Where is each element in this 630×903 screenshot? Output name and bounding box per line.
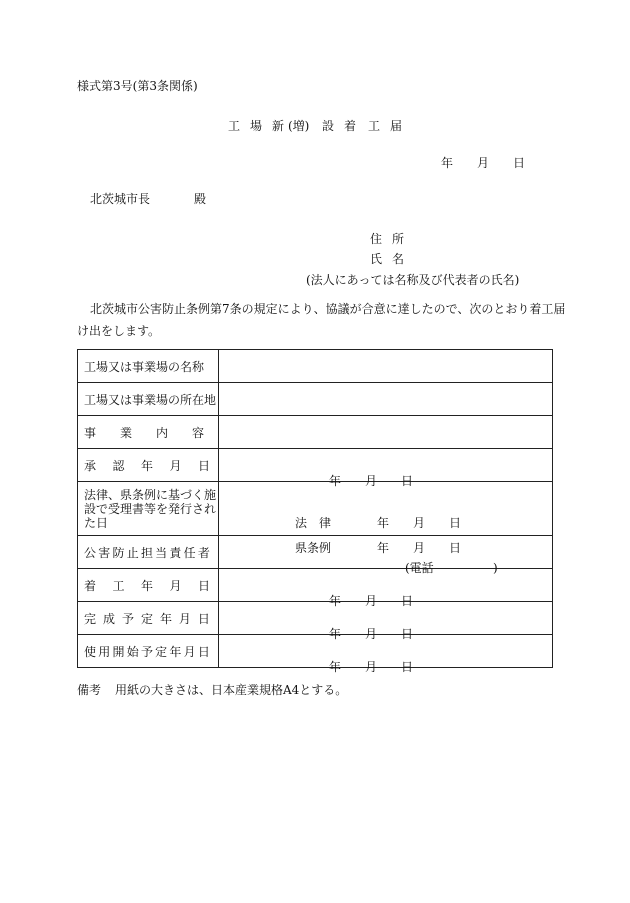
table-row <box>78 602 553 635</box>
date-month: 月 <box>477 156 490 170</box>
label-text: 法律、県条例に基づく施設で受理書等を発行された日 <box>84 487 217 530</box>
pref-ordinance-label: 県条例 <box>295 540 332 555</box>
label-char: 予 <box>140 644 153 659</box>
label-char: 始 <box>126 644 139 659</box>
date-month: 月 <box>365 660 378 674</box>
table-row <box>78 350 553 383</box>
label-char: 任 <box>183 545 196 560</box>
address-label-char: 住 <box>370 232 383 246</box>
table-row <box>78 383 553 416</box>
value-start-date[interactable] <box>219 569 553 608</box>
label-facility-location <box>78 383 219 416</box>
label-char: 使 <box>84 644 97 659</box>
value-facility-location[interactable] <box>219 383 553 416</box>
label-char: 年 <box>159 611 172 626</box>
phone-label: (電話 <box>405 561 434 575</box>
title-char: 届 <box>390 119 403 133</box>
value-operation-start-date[interactable] <box>219 635 553 674</box>
date-day: 日 <box>449 540 462 555</box>
date-year: 年 <box>329 594 342 608</box>
honorific: 殿 <box>194 192 207 206</box>
body-line-2: け出をします。 <box>77 324 161 338</box>
date-month: 月 <box>365 627 378 641</box>
label-char: 責 <box>169 545 182 560</box>
title-char: (増) <box>288 119 310 133</box>
label-char: 成 <box>102 611 115 626</box>
label-pollution-officer <box>78 536 219 569</box>
date-day: 日 <box>401 474 414 488</box>
label-char: 事 <box>84 425 97 440</box>
value-business-content[interactable] <box>219 416 553 449</box>
value-facility-name[interactable] <box>219 350 553 383</box>
label-char: 月 <box>183 644 196 659</box>
phone-close: ) <box>493 561 498 575</box>
form-table <box>77 349 553 674</box>
label-char: 害 <box>98 545 111 560</box>
label-char: 年 <box>140 578 153 593</box>
value-receipt-date[interactable] <box>219 482 553 555</box>
label-start-date <box>78 569 219 602</box>
body-line-1: 北茨城市公害防止条例第7条の規定により、協議が合意に達したので、次のとおり着工届 <box>90 302 566 316</box>
label-char: 開 <box>112 644 125 659</box>
value-completion-date[interactable] <box>219 602 553 641</box>
label-receipt-date <box>78 482 219 536</box>
label-char: 年 <box>169 644 182 659</box>
name-label-char: 氏 <box>370 252 383 266</box>
label-char: 月 <box>169 458 182 473</box>
address-label-char: 所 <box>392 232 405 246</box>
label-char: 定 <box>140 611 153 626</box>
label-approval-date <box>78 449 219 482</box>
label-completion-date <box>78 602 219 635</box>
law-label: 法 律 <box>295 515 332 530</box>
table-row <box>78 449 553 482</box>
form-number: 様式第3号(第3条関係) <box>77 79 198 93</box>
label-char: 工 <box>112 578 125 593</box>
label-char: 月 <box>178 611 191 626</box>
date-year: 年 <box>377 540 390 555</box>
label-char: 承 <box>84 458 97 473</box>
label-char: 防 <box>112 545 125 560</box>
label-char: 当 <box>155 545 168 560</box>
label-char: 日 <box>197 578 210 593</box>
label-char: 認 <box>112 458 125 473</box>
label-char: 担 <box>140 545 153 560</box>
date-year: 年 <box>329 660 342 674</box>
date-year: 年 <box>441 156 454 170</box>
date-month: 月 <box>413 515 426 530</box>
remarks-text: 用紙の大きさは、日本産業規格A4とする。 <box>115 683 348 697</box>
corporate-note: (法人にあっては名称及び代表者の氏名) <box>306 273 520 287</box>
label-char: 日 <box>197 644 210 659</box>
date-year: 年 <box>329 474 342 488</box>
label-char: 年 <box>140 458 153 473</box>
title-char: 工 <box>368 119 381 133</box>
label-char: 予 <box>121 611 134 626</box>
date-day: 日 <box>401 660 414 674</box>
title-char: 工 <box>228 119 241 133</box>
date-month: 月 <box>413 540 426 555</box>
title-char: 着 <box>344 119 357 133</box>
remarks-label: 備考 <box>77 683 102 697</box>
label-char: 者 <box>197 545 210 560</box>
table-row <box>78 482 553 536</box>
label-char: 月 <box>169 578 182 593</box>
title-char: 場 <box>250 119 263 133</box>
date-day: 日 <box>401 594 414 608</box>
label-char: 業 <box>119 425 132 440</box>
label-char: 完 <box>84 611 97 626</box>
label-facility-name <box>78 350 219 383</box>
label-char: 止 <box>126 545 139 560</box>
title-char: 新 <box>272 119 285 133</box>
date-year: 年 <box>329 627 342 641</box>
label-char: 日 <box>197 458 210 473</box>
table-row <box>78 416 553 449</box>
name-label-char: 名 <box>392 252 405 266</box>
label-char: 定 <box>155 644 168 659</box>
label-char: 用 <box>98 644 111 659</box>
date-month: 月 <box>365 594 378 608</box>
label-char: 着 <box>84 578 97 593</box>
label-char: 公 <box>84 545 97 560</box>
table-row <box>78 635 553 668</box>
date-day: 日 <box>401 627 414 641</box>
value-approval-date[interactable] <box>219 449 553 488</box>
date-month: 月 <box>365 474 378 488</box>
label-char: 容 <box>191 425 204 440</box>
label-char: 日 <box>197 611 210 626</box>
label-text: 工場又は事業場の所在地 <box>84 392 217 407</box>
date-day: 日 <box>449 515 462 530</box>
label-business-content <box>78 416 219 449</box>
addressee: 北茨城市長 <box>90 192 151 206</box>
label-text: 工場又は事業場の名称 <box>84 359 205 374</box>
table-row <box>78 569 553 602</box>
date-day: 日 <box>513 156 526 170</box>
date-year: 年 <box>377 515 390 530</box>
title-char: 設 <box>322 119 335 133</box>
label-operation-start-date <box>78 635 219 668</box>
label-char: 内 <box>155 425 168 440</box>
